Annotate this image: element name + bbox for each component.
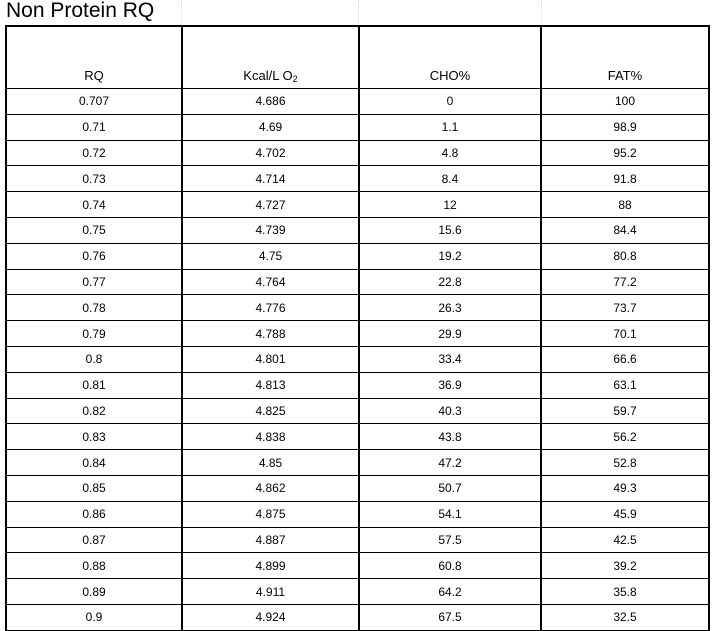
column-header-kcal-text: Kcal/L O (243, 68, 293, 83)
page-title: Non Protein RQ (6, 0, 155, 22)
cell-rq: 0.89 (7, 579, 182, 605)
cell-fat: 88 (541, 192, 708, 218)
cell-fat: 32.5 (541, 604, 708, 630)
cell-cho: 33.4 (359, 346, 541, 372)
cell-cho: 4.8 (359, 140, 541, 166)
cell-kcal: 4.838 (182, 424, 359, 450)
cell-rq: 0.77 (7, 269, 182, 295)
cell-kcal: 4.776 (182, 295, 359, 321)
cell-cho: 43.8 (359, 424, 541, 450)
cell-cho: 60.8 (359, 553, 541, 579)
cell-rq: 0.72 (7, 140, 182, 166)
cell-cho: 67.5 (359, 604, 541, 630)
table-header-row (7, 27, 708, 89)
cell-rq: 0.73 (7, 166, 182, 192)
cell-rq: 0.707 (7, 89, 182, 115)
column-header-kcal-subscript: 2 (292, 74, 298, 84)
table-row (7, 140, 708, 166)
cell-rq: 0.76 (7, 243, 182, 269)
cell-rq: 0.81 (7, 372, 182, 398)
cell-fat: 77.2 (541, 269, 708, 295)
cell-kcal: 4.75 (182, 243, 359, 269)
cell-rq: 0.71 (7, 114, 182, 140)
table-row (7, 579, 708, 605)
table-row (7, 243, 708, 269)
cell-cho: 57.5 (359, 527, 541, 553)
cell-cho: 36.9 (359, 372, 541, 398)
cell-rq: 0.75 (7, 217, 182, 243)
column-header-rq: RQ (7, 27, 182, 89)
cell-cho: 1.1 (359, 114, 541, 140)
cell-kcal: 4.862 (182, 475, 359, 501)
cell-kcal: 4.813 (182, 372, 359, 398)
cell-fat: 45.9 (541, 501, 708, 527)
cell-fat: 98.9 (541, 114, 708, 140)
cell-cho: 0 (359, 89, 541, 115)
table-row (7, 398, 708, 424)
cell-fat: 73.7 (541, 295, 708, 321)
cell-cho: 26.3 (359, 295, 541, 321)
cell-fat: 35.8 (541, 579, 708, 605)
cell-cho: 54.1 (359, 501, 541, 527)
cell-cho: 64.2 (359, 579, 541, 605)
cell-rq: 0.84 (7, 450, 182, 476)
sheet-gridline (358, 0, 359, 26)
table-row (7, 89, 708, 115)
cell-kcal: 4.899 (182, 553, 359, 579)
cell-fat: 49.3 (541, 475, 708, 501)
cell-kcal: 4.887 (182, 527, 359, 553)
cell-fat: 95.2 (541, 140, 708, 166)
cell-kcal: 4.85 (182, 450, 359, 476)
cell-rq: 0.82 (7, 398, 182, 424)
table-row (7, 527, 708, 553)
table-row (7, 217, 708, 243)
table-row (7, 114, 708, 140)
column-header-cho: CHO% (359, 27, 541, 89)
cell-kcal: 4.875 (182, 501, 359, 527)
cell-fat: 80.8 (541, 243, 708, 269)
cell-rq: 0.79 (7, 321, 182, 347)
table-row (7, 192, 708, 218)
cell-kcal: 4.911 (182, 579, 359, 605)
cell-rq: 0.74 (7, 192, 182, 218)
cell-kcal: 4.686 (182, 89, 359, 115)
cell-fat: 39.2 (541, 553, 708, 579)
cell-cho: 29.9 (359, 321, 541, 347)
rq-table-container (5, 25, 710, 631)
cell-kcal: 4.727 (182, 192, 359, 218)
cell-cho: 15.6 (359, 217, 541, 243)
table-row (7, 372, 708, 398)
table-row (7, 295, 708, 321)
cell-rq: 0.8 (7, 346, 182, 372)
table-row (7, 604, 708, 630)
table-row (7, 501, 708, 527)
cell-fat: 56.2 (541, 424, 708, 450)
cell-rq: 0.78 (7, 295, 182, 321)
table-row (7, 166, 708, 192)
cell-rq: 0.88 (7, 553, 182, 579)
cell-cho: 40.3 (359, 398, 541, 424)
cell-cho: 47.2 (359, 450, 541, 476)
cell-fat: 84.4 (541, 217, 708, 243)
cell-cho: 22.8 (359, 269, 541, 295)
table-row (7, 321, 708, 347)
cell-rq: 0.9 (7, 604, 182, 630)
cell-cho: 12 (359, 192, 541, 218)
table-row (7, 269, 708, 295)
cell-kcal: 4.788 (182, 321, 359, 347)
cell-cho: 19.2 (359, 243, 541, 269)
cell-fat: 100 (541, 89, 708, 115)
cell-kcal: 4.714 (182, 166, 359, 192)
cell-fat: 42.5 (541, 527, 708, 553)
table-row (7, 424, 708, 450)
cell-cho: 50.7 (359, 475, 541, 501)
cell-kcal: 4.764 (182, 269, 359, 295)
column-header-kcal (182, 27, 359, 89)
table-row (7, 450, 708, 476)
cell-rq: 0.83 (7, 424, 182, 450)
cell-fat: 59.7 (541, 398, 708, 424)
table-row (7, 475, 708, 501)
cell-rq: 0.86 (7, 501, 182, 527)
table-row (7, 553, 708, 579)
rq-table (7, 27, 708, 631)
sheet-gridline (541, 0, 542, 26)
cell-fat: 63.1 (541, 372, 708, 398)
cell-cho: 8.4 (359, 166, 541, 192)
cell-kcal: 4.69 (182, 114, 359, 140)
cell-kcal: 4.702 (182, 140, 359, 166)
cell-kcal: 4.924 (182, 604, 359, 630)
cell-fat: 52.8 (541, 450, 708, 476)
cell-kcal: 4.825 (182, 398, 359, 424)
cell-kcal: 4.801 (182, 346, 359, 372)
cell-rq: 0.87 (7, 527, 182, 553)
cell-fat: 70.1 (541, 321, 708, 347)
cell-kcal: 4.739 (182, 217, 359, 243)
cell-fat: 66.6 (541, 346, 708, 372)
table-row (7, 346, 708, 372)
column-header-fat: FAT% (541, 27, 708, 89)
cell-rq: 0.85 (7, 475, 182, 501)
cell-fat: 91.8 (541, 166, 708, 192)
sheet-gridline (181, 0, 182, 26)
